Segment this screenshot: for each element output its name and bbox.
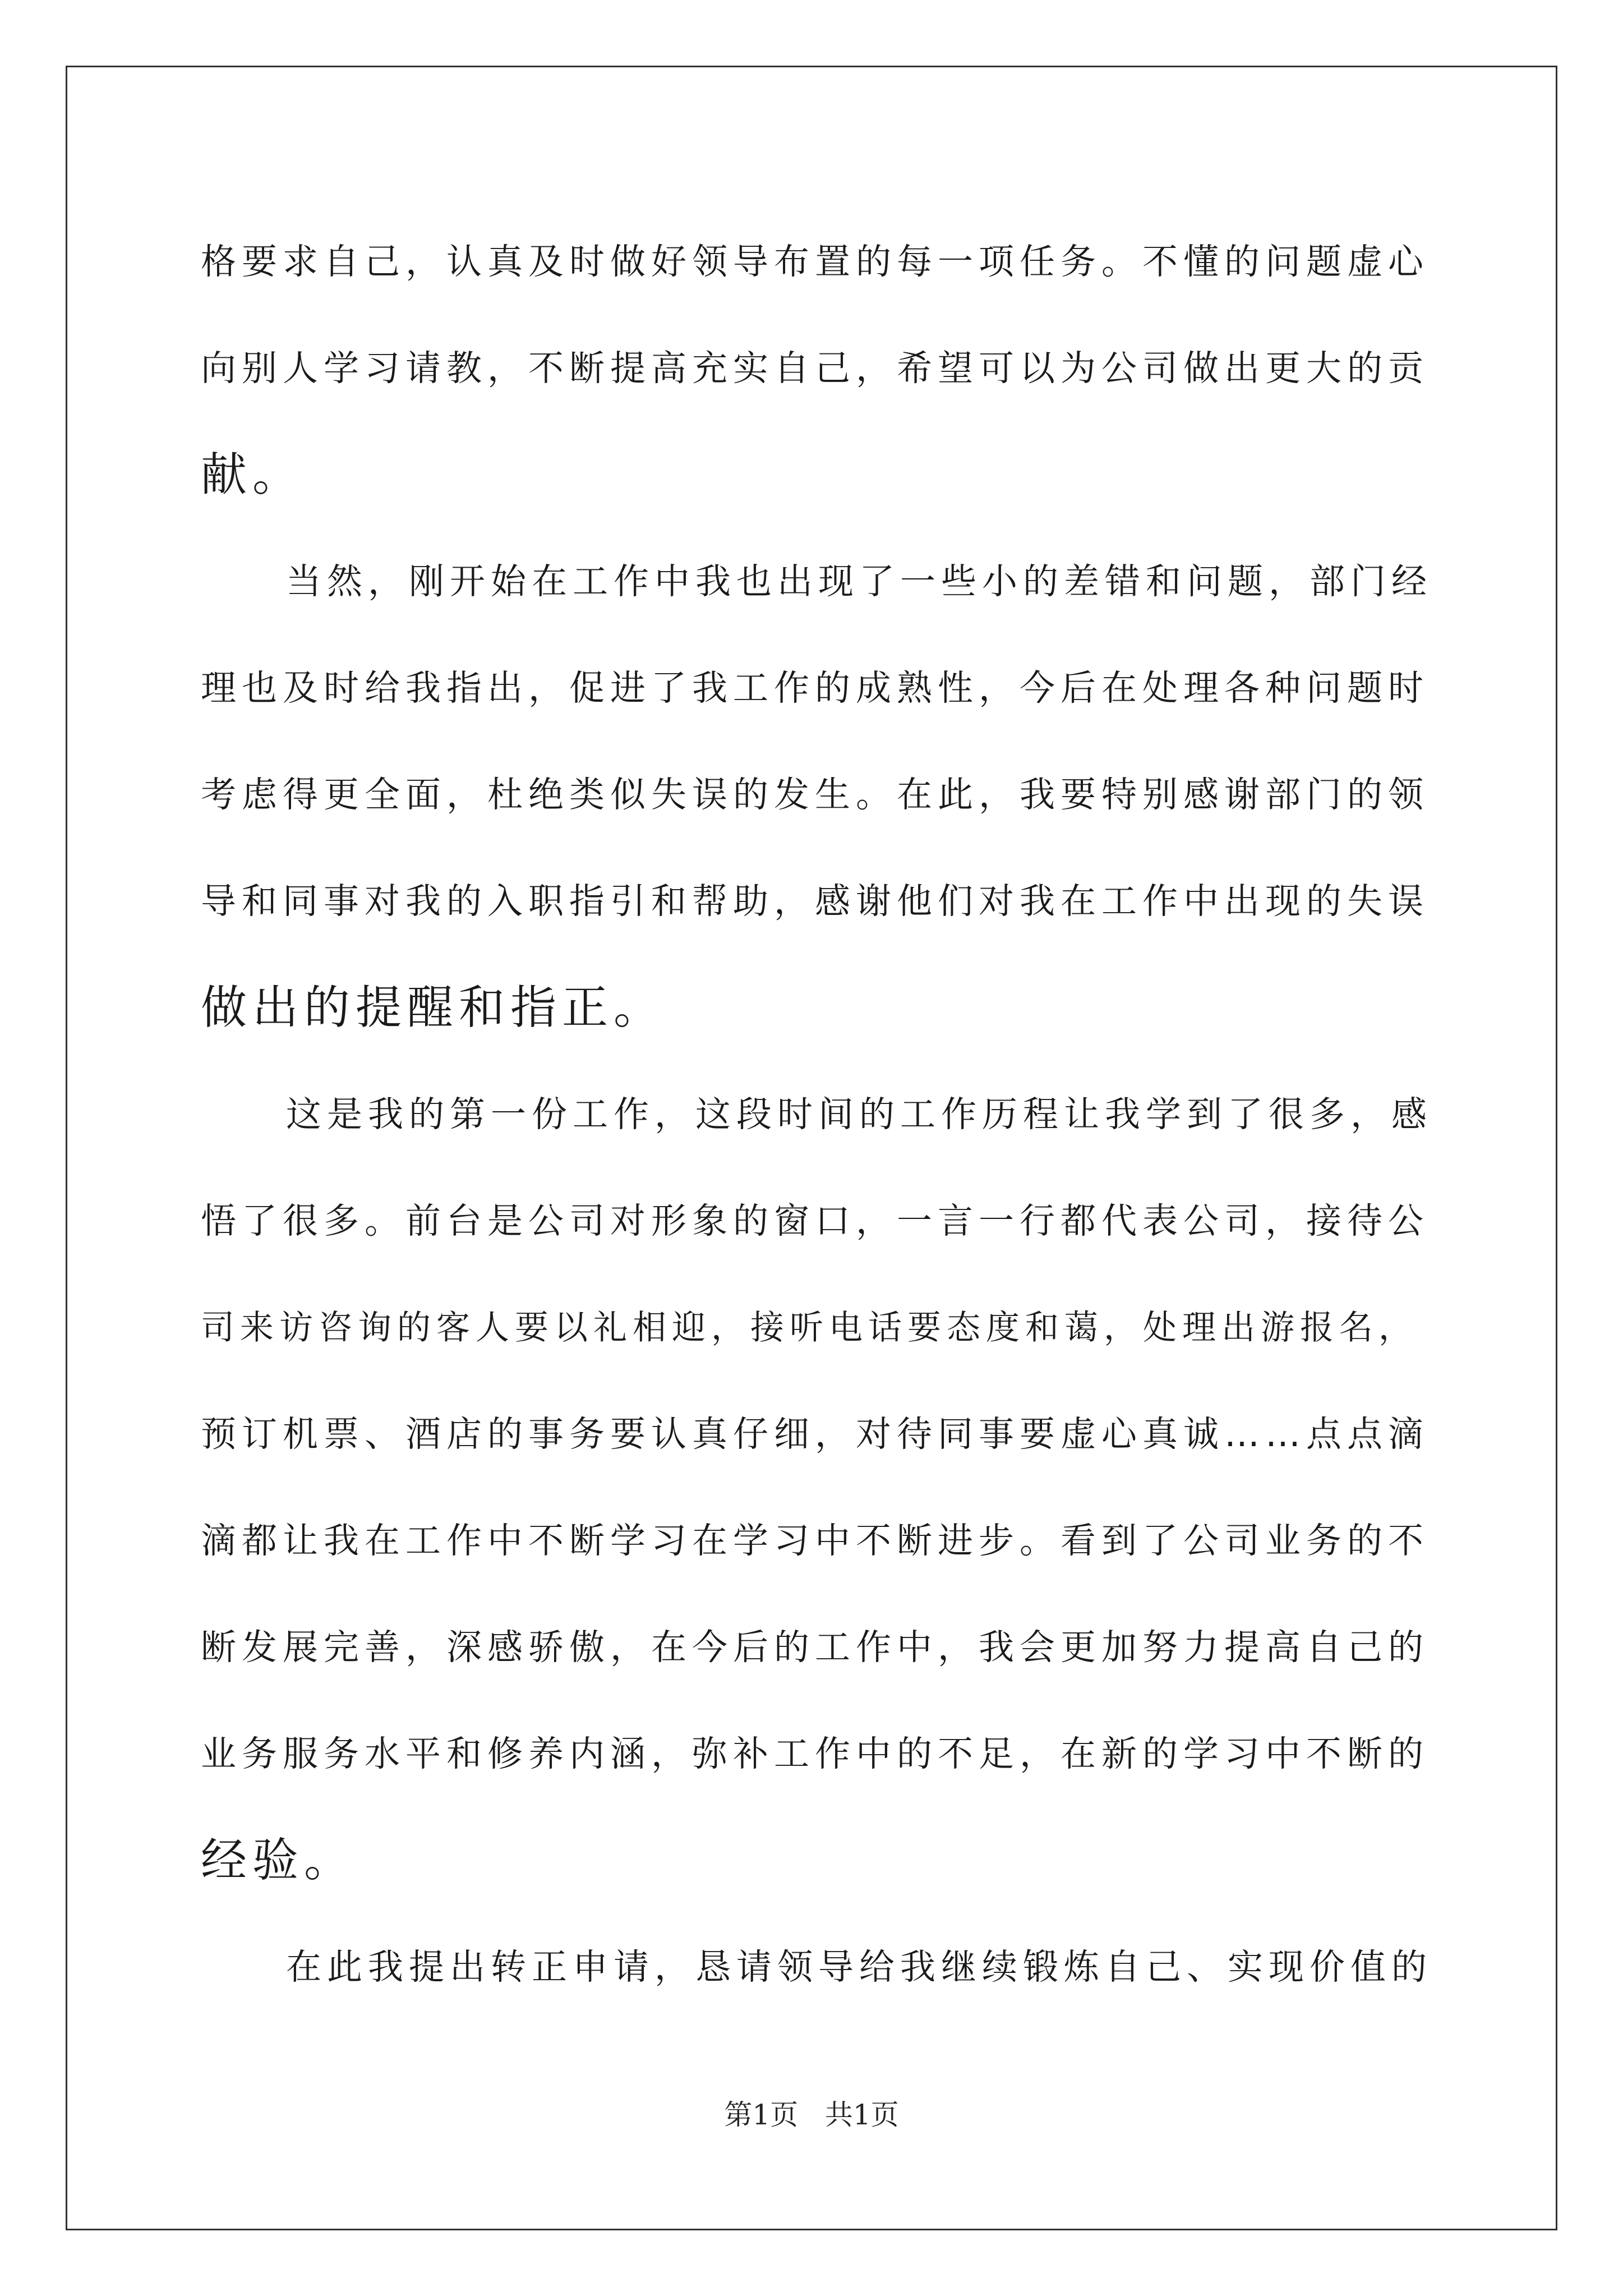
- text-line: 向别人学习请教，不断提高充实自己，希望可以为公司做出更大的贡: [201, 348, 1429, 389]
- text-line: 司来访咨询的客人要以礼相迎，接听电话要态度和蔼，处理出游报名，: [201, 1308, 1418, 1347]
- page-footer: 第1页 共1页: [724, 2099, 899, 2131]
- text-line: 导和同事对我的入职指引和帮助，感谢他们对我在工作中出现的失误: [201, 881, 1429, 922]
- text-line: 在此我提出转正申请，恳请领导给我继续锻炼自己、实现价值的: [286, 1947, 1432, 1987]
- text-line: 做出的提醒和指正。: [201, 981, 666, 1034]
- text-line: 考虑得更全面，杜绝类似失误的发生。在此，我要特别感谢部门的领: [201, 774, 1429, 815]
- text-line: 滴都让我在工作中不断学习在学习中不断进步。看到了公司业务的不: [201, 1520, 1429, 1561]
- text-line: 这是我的第一份工作，这段时间的工作历程让我学到了很多，感: [286, 1094, 1432, 1135]
- text-line: 悟了很多。前台是公司对形象的窗口，一言一行都代表公司，接待公: [201, 1200, 1429, 1241]
- text-line: 献。: [201, 448, 305, 501]
- document-body: [201, 209, 1435, 2021]
- text-line: 理也及时给我指出，促进了我工作的成熟性，今后在处理各种问题时: [201, 668, 1429, 708]
- text-line: 格要求自己，认真及时做好领导布置的每一项任务。不懂的问题虚心: [201, 241, 1429, 282]
- text-line: 预订机票、酒店的事务要认真仔细，对待同事要虚心真诚……点点滴: [201, 1414, 1429, 1455]
- text-line: 断发展完善，深感骄傲，在今后的工作中，我会更加努力提高自己的: [201, 1627, 1429, 1668]
- text-line: 业务服务水平和修养内涵，弥补工作中的不足，在新的学习中不断的: [201, 1733, 1429, 1774]
- text-line: 经验。: [201, 1834, 356, 1887]
- text-line: 当然，刚开始在工作中我也出现了一些小的差错和问题，部门经: [286, 561, 1432, 602]
